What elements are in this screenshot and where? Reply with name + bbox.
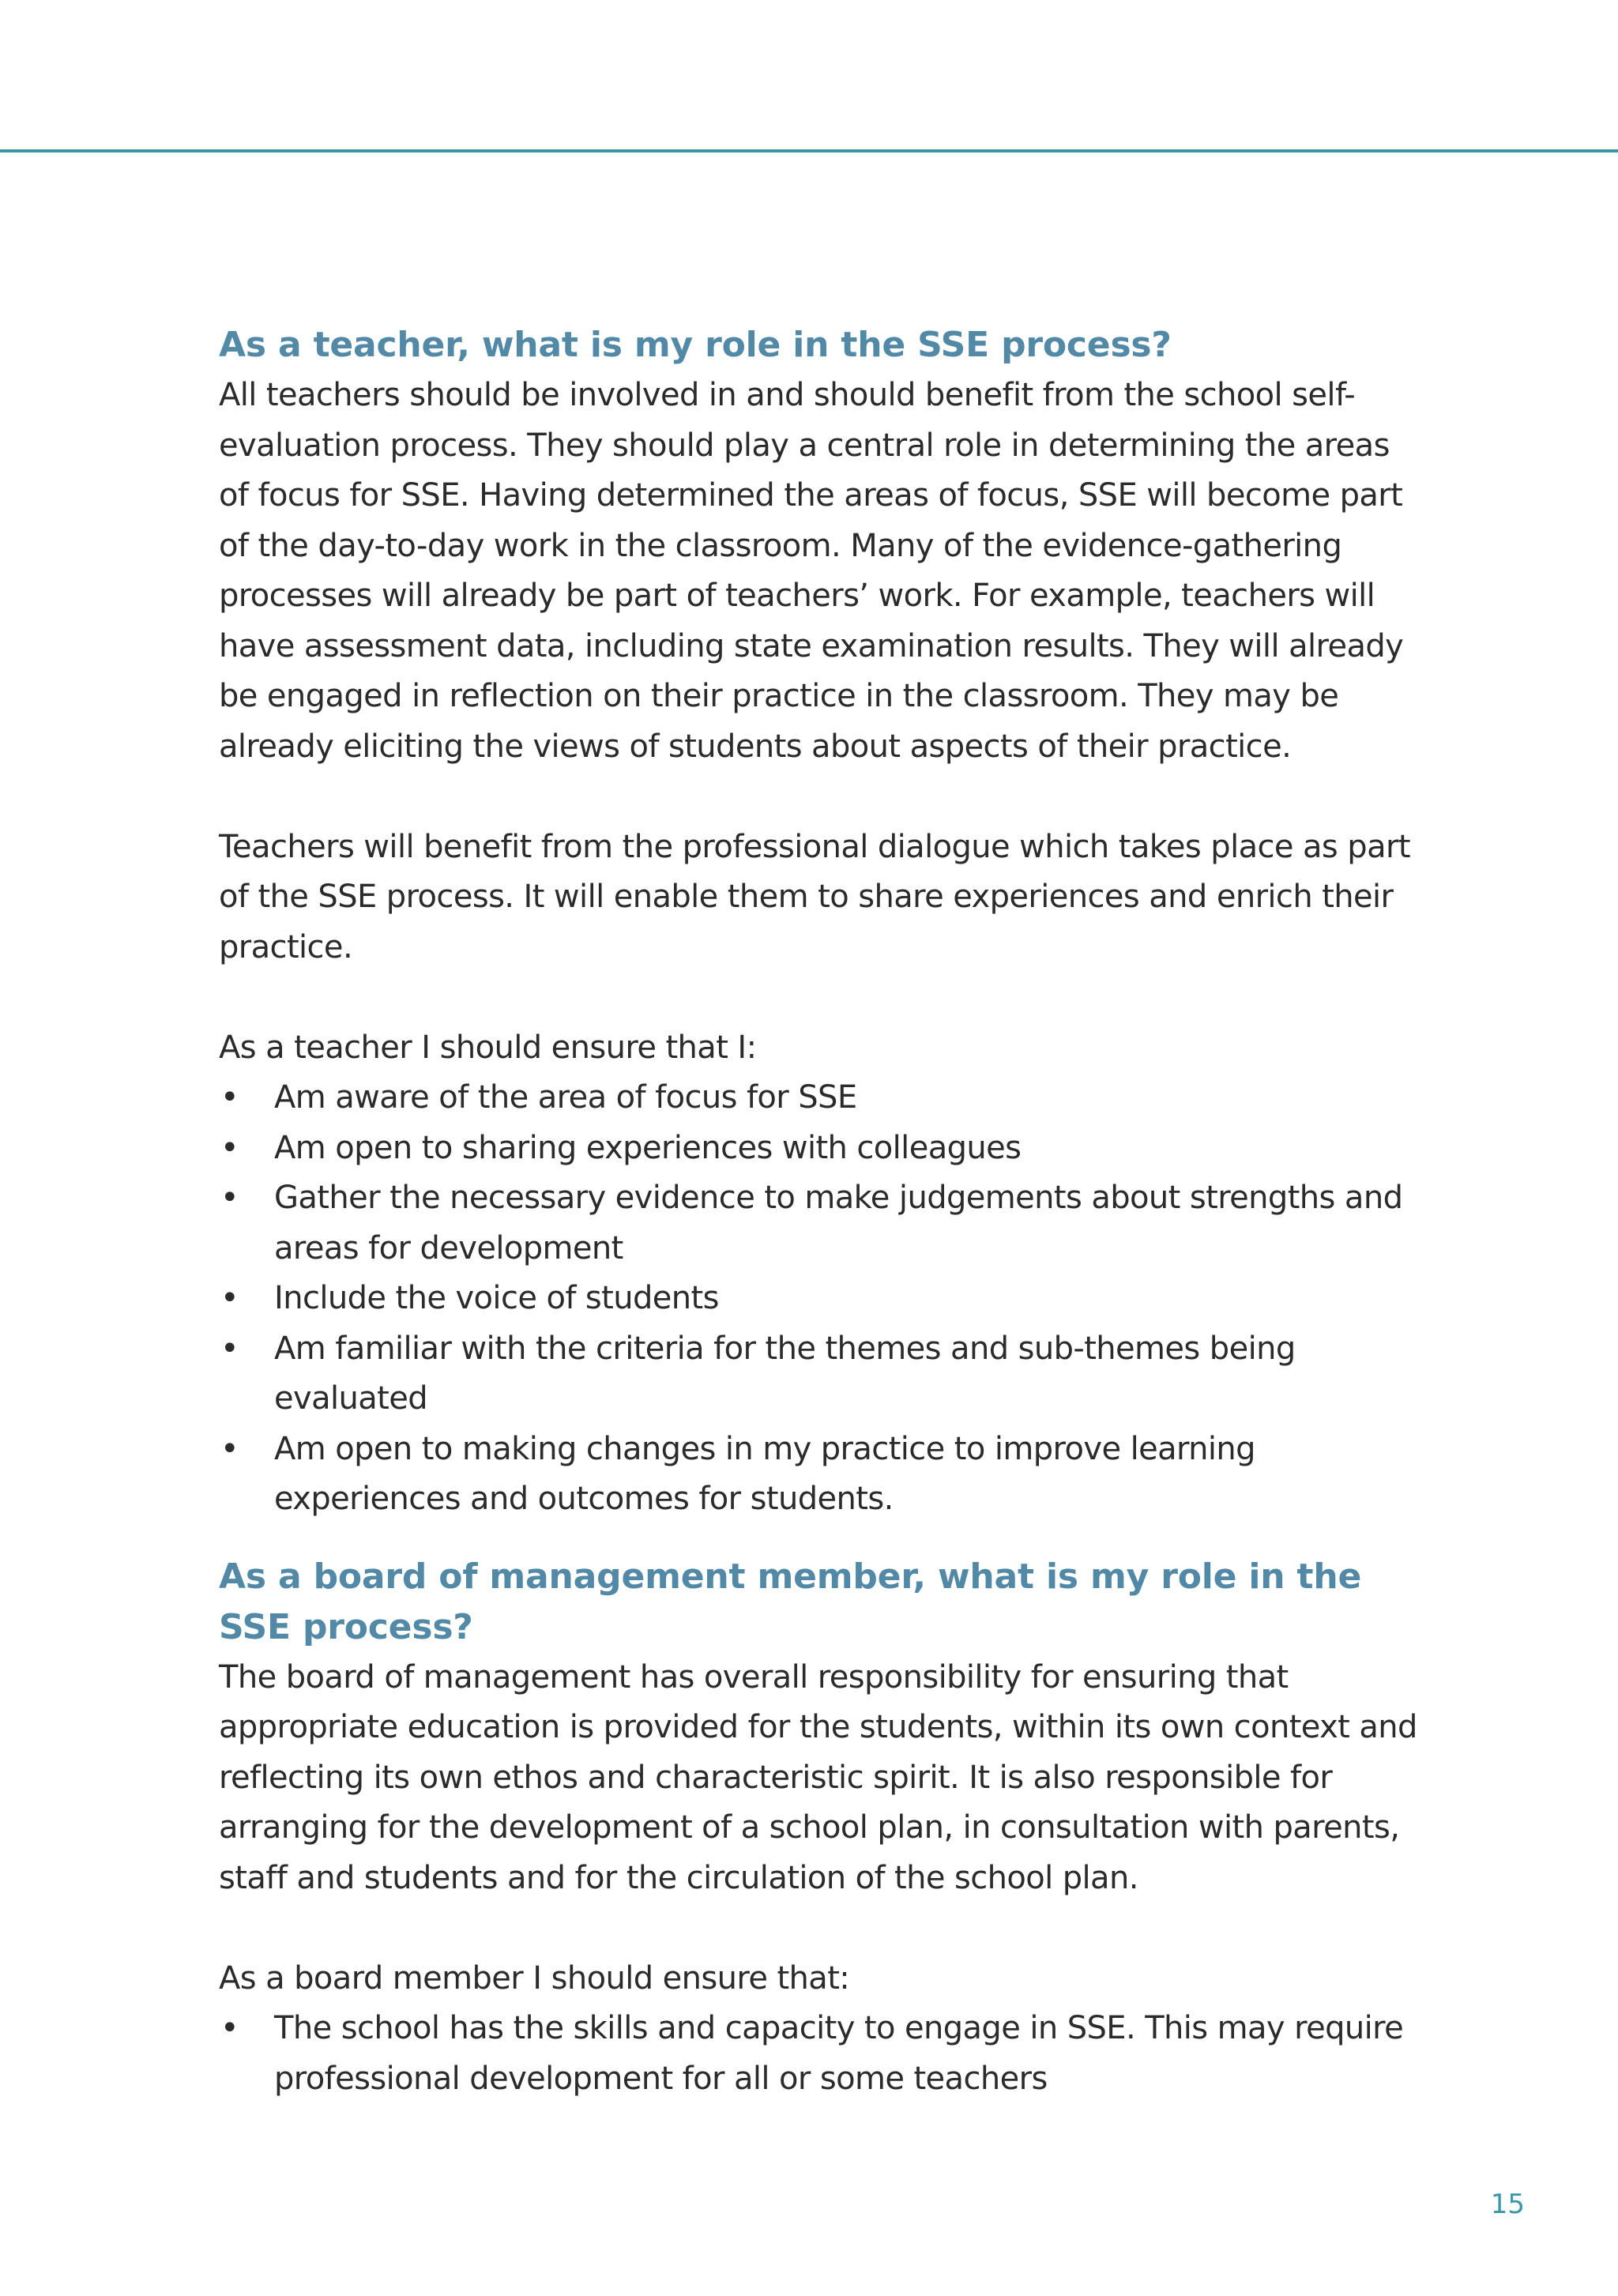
page-content xyxy=(219,320,1420,2104)
section-heading: As a teacher, what is my role in the SSE process? xyxy=(219,325,1172,365)
paragraph: Teachers will benefit from the professional dialogue which takes place as part of the SSE process. It will enable them to share experiences and enrich their practice. xyxy=(219,828,1410,965)
bullet-list xyxy=(219,1073,1420,1525)
list-item-text: Am open to making changes in my practice to improve learning experiences and outcomes for students. xyxy=(274,1430,1255,1517)
bullet-icon: • xyxy=(220,1430,239,1467)
paragraph: All teachers should be involved in and should benefit from the school self-evaluation process. They should play a central role in determining the areas of focus for SSE. Having determined the areas of focus, SSE will become part of the day-to-day work in the classroom. Many of the evidence-gathering processes will already be part of teachers’ work. For example, teachers will have assessment data, including state examination results. They will already be engaged in reflection on their practice in the classroom. They may be already eliciting the views of students about aspects of their practice. xyxy=(219,377,1404,765)
header-rule xyxy=(0,149,1618,152)
list-item xyxy=(219,2004,1420,2104)
bullet-icon: • xyxy=(220,1079,239,1116)
bullet-icon: • xyxy=(220,1129,239,1166)
section-board-role xyxy=(219,1552,1420,2105)
list-item-text: Include the voice of students xyxy=(274,1280,719,1316)
list-intro: As a board member I should ensure that: xyxy=(219,1959,850,1997)
bullet-icon: • xyxy=(220,2010,239,2046)
list-item xyxy=(219,1274,1420,1324)
list-intro: As a teacher I should ensure that I: xyxy=(219,1029,757,1066)
section-teacher-role xyxy=(219,320,1420,1525)
list-item-text: The school has the skills and capacity to engage in SSE. This may require professional development for all or some teachers xyxy=(274,2010,1404,2097)
list-item xyxy=(219,1073,1420,1124)
list-item xyxy=(219,1173,1420,1274)
bullet-icon: • xyxy=(220,1180,239,1216)
list-item-text: Am aware of the area of focus for SSE xyxy=(274,1079,857,1116)
page-number: 15 xyxy=(1490,2189,1525,2220)
list-item xyxy=(219,1425,1420,1525)
list-item xyxy=(219,1124,1420,1174)
list-item-text: Gather the necessary evidence to make judgements about strengths and areas for development xyxy=(274,1180,1403,1267)
bullet-icon: • xyxy=(220,1330,239,1367)
list-item-text: Am open to sharing experiences with colleagues xyxy=(274,1129,1022,1166)
list-item xyxy=(219,1324,1420,1425)
bullet-icon: • xyxy=(220,1280,239,1316)
section-heading: As a board of management member, what is my role in the SSE process? xyxy=(219,1556,1362,1647)
list-item-text: Am familiar with the criteria for the themes and sub-themes being evaluated xyxy=(274,1330,1296,1417)
paragraph: The board of management has overall responsibility for ensuring that appropriate education is provided for the students, within its own context and reflecting its own ethos and characteristic spirit. It is also responsible for arranging for the development of a school plan, in consultation with parents, staff and students and for the circulation of the school plan. xyxy=(219,1658,1417,1896)
bullet-list xyxy=(219,2004,1420,2104)
